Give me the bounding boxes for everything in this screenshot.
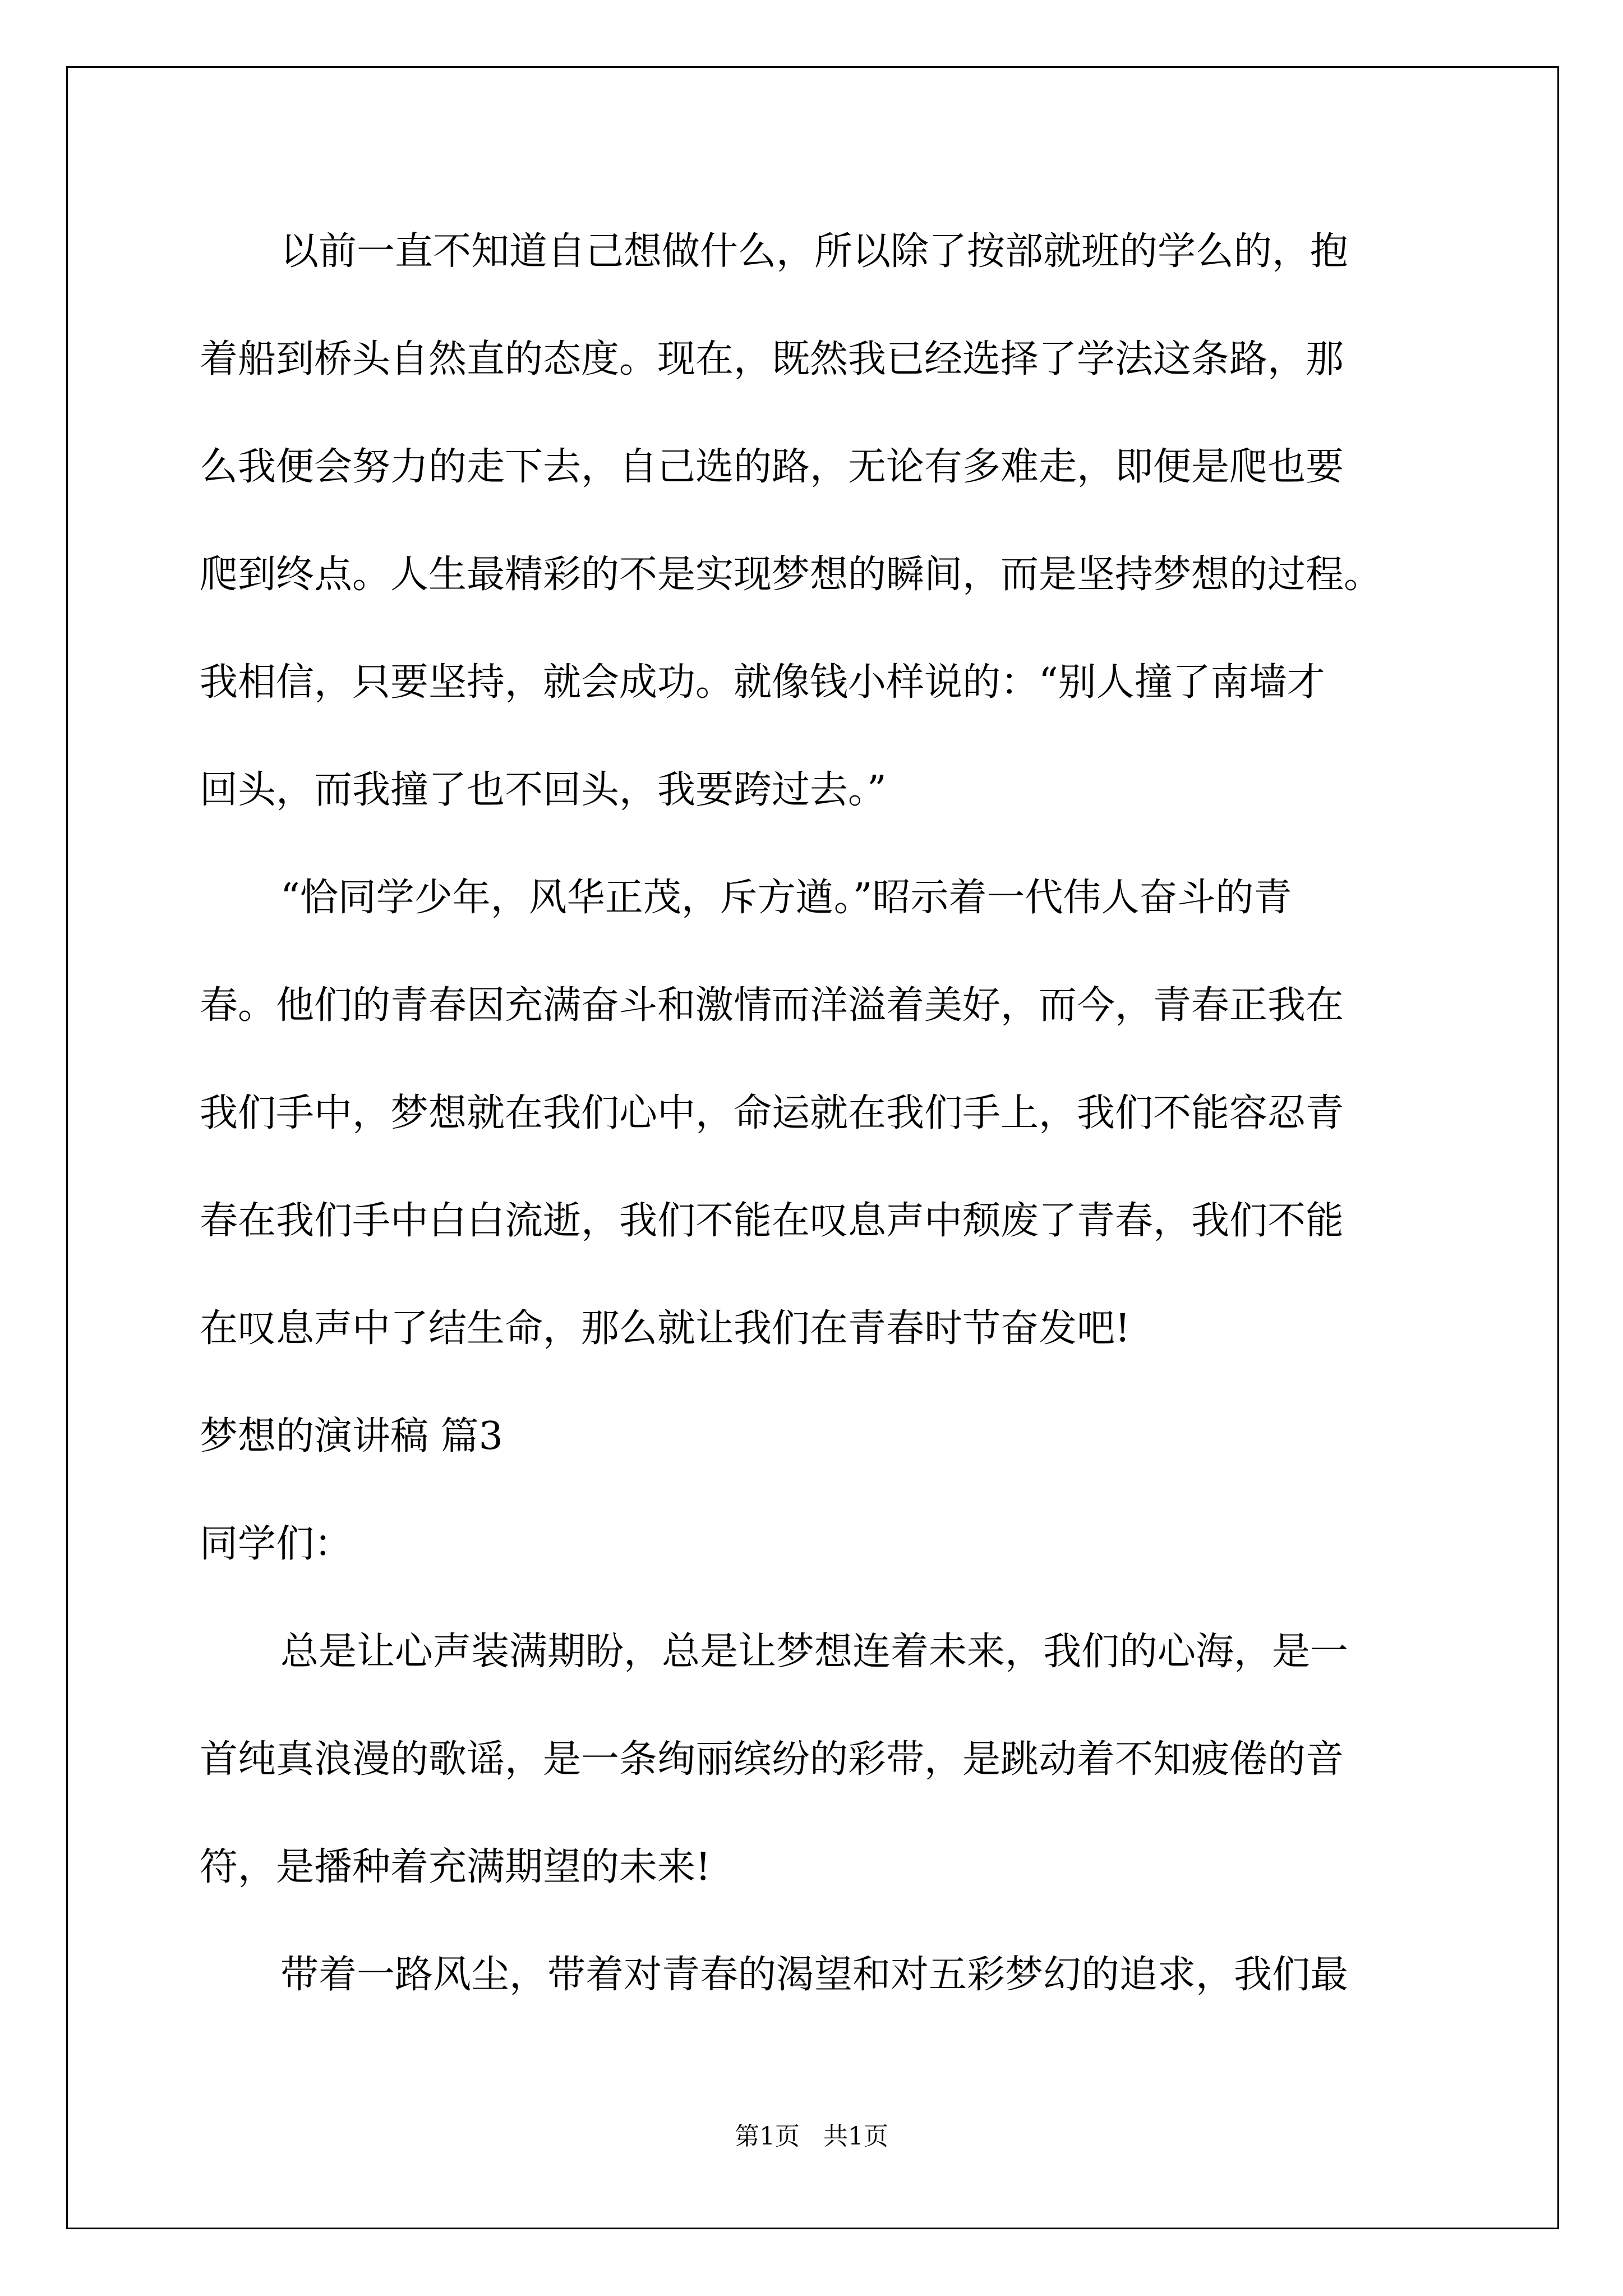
paragraph-line: 春。他们的青春因充满奋斗和激情而洋溢着美好，而今，青春正我在 bbox=[200, 983, 1344, 1028]
paragraph-line: 带着一路风尘，带着对青春的渴望和对五彩梦幻的追求，我们最 bbox=[280, 1953, 1349, 1997]
paragraph-line: 总是让心声装满期盼，总是让梦想连着未来，我们的心海，是一 bbox=[280, 1630, 1349, 1674]
paragraph-line: 爬到终点。人生最精彩的不是实现梦想的瞬间，而是坚持梦想的过程。 bbox=[200, 553, 1382, 597]
paragraph-line: 春在我们手中白白流逝，我们不能在叹息声中颓废了青春，我们不能 bbox=[200, 1199, 1344, 1243]
paragraph-line: 符，是播种着充满期望的未来! bbox=[200, 1845, 711, 1889]
paragraph-line: 在叹息声中了结生命，那么就让我们在青春时节奋发吧! bbox=[200, 1306, 1131, 1351]
paragraph-line: 首纯真浪漫的歌谣，是一条绚丽缤纷的彩带，是跳动着不知疲倦的音 bbox=[200, 1737, 1344, 1782]
paragraph-line: “恰同学少年，风华正茂，斥方遒。”昭示着一代伟人奋斗的青 bbox=[280, 876, 1292, 920]
paragraph-line: 我们手中，梦想就在我们心中，命运就在我们手上，我们不能容忍青 bbox=[200, 1091, 1344, 1135]
paragraph-line: 我相信，只要坚持，就会成功。就像钱小样说的：“别人撞了南墙才 bbox=[200, 660, 1325, 705]
paragraph-line: 么我便会努力的走下去，自己选的路，无论有多难走，即便是爬也要 bbox=[200, 445, 1344, 489]
page-footer: 第1页 共1页 bbox=[735, 2122, 888, 2151]
page-border bbox=[66, 66, 1559, 2229]
salutation: 同学们： bbox=[200, 1522, 353, 1566]
section-heading: 梦想的演讲稿 篇3 bbox=[200, 1414, 503, 1458]
paragraph-line: 回头，而我撞了也不回头，我要跨过去。” bbox=[200, 768, 887, 812]
paragraph-line: 着船到桥头自然直的态度。现在，既然我已经选择了学法这条路，那 bbox=[200, 337, 1344, 381]
paragraph-line: 以前一直不知道自己想做什么，所以除了按部就班的学么的，抱 bbox=[280, 229, 1349, 274]
